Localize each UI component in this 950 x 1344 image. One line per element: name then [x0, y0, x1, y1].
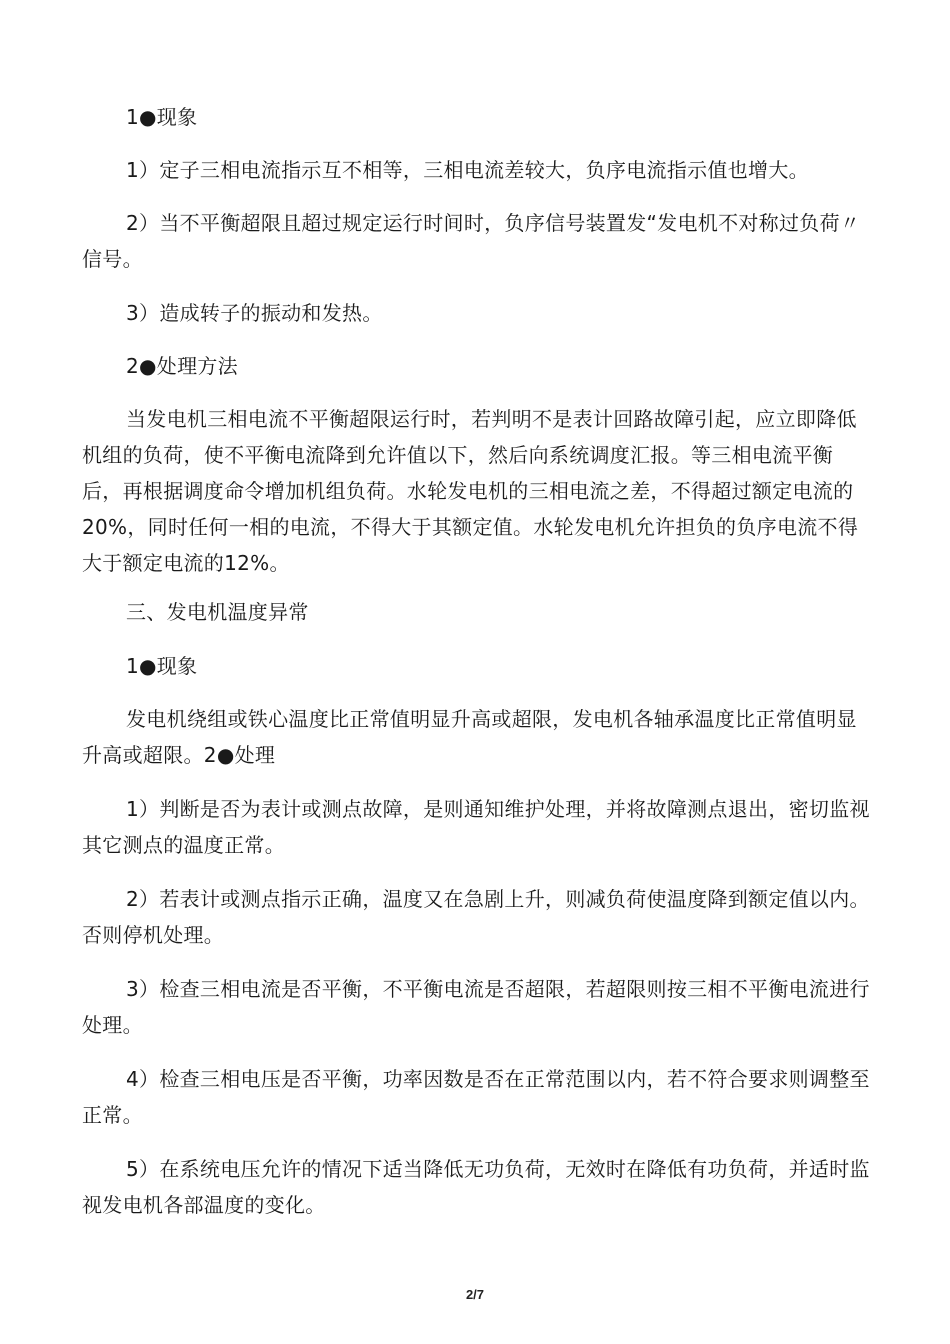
- heading-phenomenon-1: 1●现象: [126, 105, 198, 129]
- paragraph-step-4: 4）检查三相电压是否平衡，功率因数是否在正常范围以内，若不符合要求则调整至正常。: [82, 1067, 870, 1127]
- paragraph-item-2: 2）当不平衡超限且超过规定运行时间时，负序信号装置发“发电机不对称过负荷〃信号。: [82, 211, 861, 271]
- paragraph-handling-body: 当发电机三相电流不平衡超限运行时，若判明不是表计回路故障引起，应立即降低机组的负荷，使不平衡电流降到允许值以下，然后向系统调度汇报。等三相电流平衡后，再根据调度命令增加机组负荷。水轮发电机的三相电流之差，不得超过额定电流的20%，同时任何一相的电流，不得大于其额定值。水轮发电机允许担负的负序电流不得大于额定电流的12%。: [82, 407, 859, 575]
- paragraph-step-2: 2）若表计或测点指示正确，温度又在急剧上升，则减负荷使温度降到额定值以内。否则停机处理。: [82, 887, 870, 947]
- paragraph-item-1: 1）定子三相电流指示互不相等，三相电流差较大，负序电流指示值也增大。: [126, 158, 809, 182]
- heading-handling-method: 2●处理方法: [126, 354, 238, 378]
- page-number: 2/7: [465, 1287, 485, 1302]
- paragraph-temperature-phenomenon: 发电机绕组或铁心温度比正常值明显升高或超限，发电机各轴承温度比正常值明显升高或超限。2●处理: [82, 707, 857, 767]
- section-heading-temperature: 三、发电机温度异常: [126, 600, 309, 624]
- paragraph-step-1: 1）判断是否为表计或测点故障，是则通知维护处理，并将故障测点退出，密切监视其它测点的温度正常。: [82, 797, 870, 857]
- paragraph-step-5: 5）在系统电压允许的情况下适当降低无功负荷，无效时在降低有功负荷，并适时监视发电机各部温度的变化。: [82, 1157, 870, 1217]
- paragraph-item-3: 3）造成转子的振动和发热。: [126, 301, 383, 325]
- paragraph-step-3: 3）检查三相电流是否平衡，不平衡电流是否超限，若超限则按三相不平衡电流进行处理。: [82, 977, 870, 1037]
- heading-phenomenon-2: 1●现象: [126, 654, 198, 678]
